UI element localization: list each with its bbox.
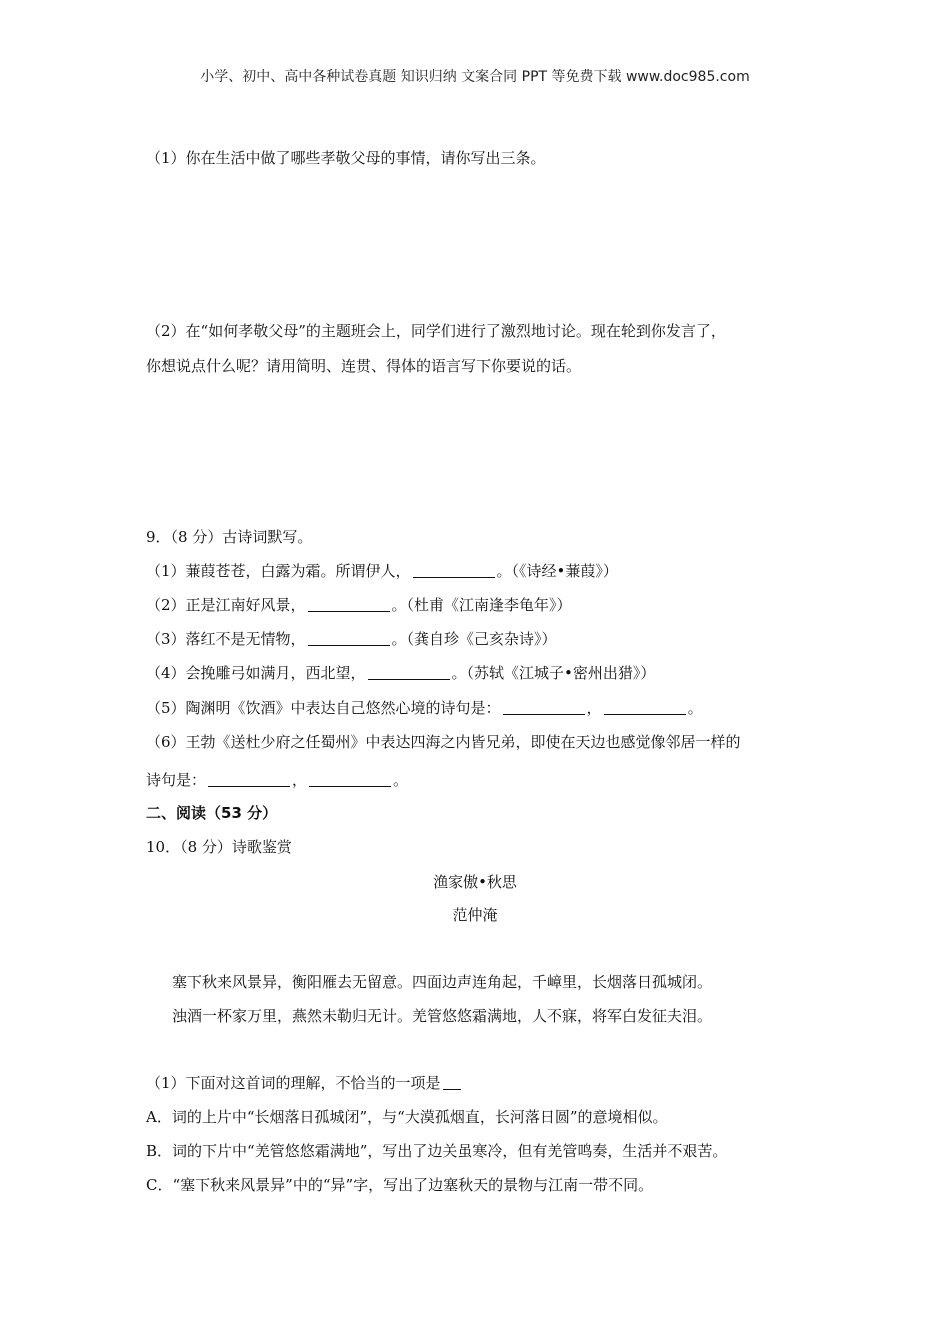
q8-part1: （1）你在生活中做了哪些孝敬父母的事情，请你写出三条。 bbox=[146, 149, 546, 167]
q10-title: 10．（8 分）诗歌鉴赏 bbox=[146, 838, 292, 856]
q9-item-4-text: （4）会挽雕弓如满月，西北望， bbox=[146, 664, 366, 682]
answer-blank[interactable] bbox=[208, 772, 290, 787]
q9-item-3 bbox=[146, 629, 557, 649]
section-heading: 二、阅读（53 分） bbox=[146, 804, 278, 822]
q9-item-6-text: 诗句是： bbox=[146, 771, 207, 789]
answer-blank[interactable] bbox=[443, 1075, 461, 1090]
q9-item-5-comma: ， bbox=[586, 699, 602, 717]
poem-line-1: 塞下秋来风景异，衡阳雁去无留意。四面边声连角起，千嶂里，长烟落日孤城闭。 bbox=[172, 973, 713, 991]
q9-title: 9．（8 分）古诗词默写。 bbox=[146, 528, 313, 546]
q9-item-2-text: （2）正是江南好风景， bbox=[146, 596, 306, 614]
q9-item-1-source: 。（《诗经•蒹葭》） bbox=[496, 562, 618, 580]
answer-blank[interactable] bbox=[604, 700, 686, 715]
q9-item-5-text: （5）陶渊明《饮酒》中表达自己悠然心境的诗句是： bbox=[146, 699, 501, 717]
answer-blank[interactable] bbox=[308, 597, 390, 612]
answer-blank[interactable] bbox=[309, 772, 391, 787]
q9-item-2-source: 。（杜甫《江南逢李龟年》） bbox=[391, 596, 572, 614]
q9-item-6-end: 。 bbox=[393, 771, 409, 789]
q9-item-2 bbox=[146, 595, 572, 615]
option-a: A．词的上片中“长烟落日孤城闭”，与“大漠孤烟直，长河落日圆”的意境相似。 bbox=[146, 1108, 668, 1126]
q10-sub1-text: （1）下面对这首词的理解，不恰当的一项是 bbox=[146, 1074, 441, 1092]
page-header: 小学、初中、高中各种试卷真题 知识归纳 文案合同 PPT 等免费下载 www.doc985.com bbox=[200, 69, 750, 85]
q10-sub1 bbox=[146, 1073, 463, 1093]
q9-item-5 bbox=[146, 698, 703, 718]
poem-title: 渔家傲•秋思 bbox=[433, 873, 517, 891]
q9-item-5-end: 。 bbox=[687, 699, 703, 717]
option-b: B．词的下片中“羌管悠悠霜满地”，写出了边关虽寒冷，但有羌管鸣奏，生活并不艰苦。 bbox=[146, 1142, 728, 1160]
q9-item-6-line1: （6）王勃《送杜少府之任蜀州》中表达四海之内皆兄弟，即使在天边也感觉像邻居一样的 bbox=[146, 733, 741, 751]
poem-author: 范仲淹 bbox=[452, 906, 498, 924]
answer-blank[interactable] bbox=[308, 631, 390, 646]
q9-item-4 bbox=[146, 663, 655, 683]
q9-item-6-line2 bbox=[146, 770, 408, 790]
answer-blank[interactable] bbox=[503, 700, 585, 715]
answer-blank[interactable] bbox=[368, 665, 450, 680]
option-c: C．“塞下秋来风景异”中的“异”字，写出了边塞秋天的景物与江南一带不同。 bbox=[146, 1176, 654, 1194]
q9-item-6-comma: ， bbox=[292, 771, 308, 789]
q8-part2-line1: （2）在“如何孝敬父母”的主题班会上，同学们进行了激烈地讨论。现在轮到你发言了， bbox=[146, 322, 726, 340]
q9-item-4-source: 。（苏轼《江城子•密州出猎》） bbox=[451, 664, 656, 682]
q9-item-3-source: 。（龚自珍《己亥杂诗》） bbox=[391, 630, 557, 648]
q9-item-1-text: （1）蒹葭苍苍，白露为霜。所谓伊人， bbox=[146, 562, 411, 580]
poem-line-2: 浊酒一杯家万里，燕然未勒归无计。羌管悠悠霜满地，人不寐，将军白发征夫泪。 bbox=[172, 1007, 713, 1025]
q9-item-3-text: （3）落红不是无情物， bbox=[146, 630, 306, 648]
answer-blank[interactable] bbox=[413, 563, 495, 578]
q8-part2-line2: 你想说点什么呢？请用简明、连贯、得体的语言写下你要说的话。 bbox=[146, 357, 582, 375]
q9-item-1 bbox=[146, 561, 618, 581]
